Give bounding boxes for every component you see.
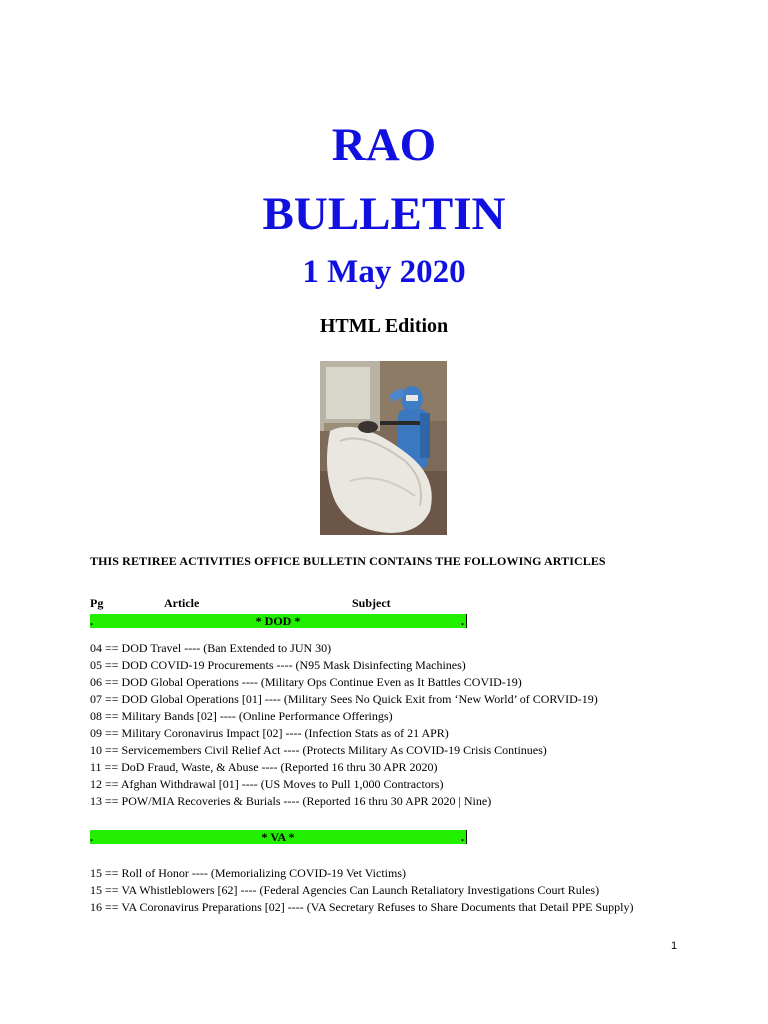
list-item[interactable]: 13 == POW/MIA Recoveries & Burials ---- (Reported 16 thru 30 APR 2020 | Nine) <box>90 794 492 808</box>
bulletin-title-bulletin: BULLETIN <box>262 188 506 240</box>
section-label-va: * VA * <box>261 830 295 844</box>
bulletin-date: 1 May 2020 <box>302 254 466 290</box>
list-item[interactable]: 06 == DOD Global Operations ---- (Military Ops Continue Even as It Battles COVID-19) <box>90 675 522 689</box>
list-item[interactable]: 04 == DOD Travel ---- (Ban Extended to JUN 30) <box>90 641 332 655</box>
cover-photo <box>320 361 447 535</box>
section-bar-dot-left: . <box>90 614 93 628</box>
page-number: 1 <box>671 940 678 952</box>
section-bar-dot-right: . <box>461 830 464 844</box>
section-label-dod: * DOD * <box>255 614 301 628</box>
list-item[interactable]: 08 == Military Bands [02] ---- (Online Performance Offerings) <box>90 709 393 723</box>
column-header-pg: Pg <box>90 596 104 610</box>
column-headers <box>90 596 470 611</box>
edition-label: HTML Edition <box>319 315 449 337</box>
list-item[interactable]: 09 == Military Coronavirus Impact [02] ---- (Infection Stats as of 21 APR) <box>90 726 449 740</box>
column-header-subject: Subject <box>352 596 391 610</box>
column-header-article: Article <box>164 596 200 610</box>
list-item[interactable]: 15 == VA Whistleblowers [62] ---- (Federal Agencies Can Launch Retaliatory Investigations Court Rules) <box>90 883 600 897</box>
section-header-va <box>90 830 467 844</box>
list-item[interactable]: 05 == DOD COVID-19 Procurements ---- (N95 Mask Disinfecting Machines) <box>90 658 466 672</box>
list-item[interactable]: 11 == DoD Fraud, Waste, & Abuse ---- (Reported 16 thru 30 APR 2020) <box>90 760 438 774</box>
section-bar-dot-left: . <box>90 830 93 844</box>
bulletin-title-rao: RAO <box>331 119 437 171</box>
article-list-va <box>90 865 633 916</box>
list-item[interactable]: 16 == VA Coronavirus Preparations [02] ---- (VA Secretary Refuses to Share Documents that Detail PPE Supply) <box>90 900 634 914</box>
section-header-dod <box>90 614 467 628</box>
list-item[interactable]: 10 == Servicemembers Civil Relief Act ---- (Protects Military As COVID-19 Crisis Continues) <box>90 743 547 757</box>
list-item[interactable]: 12 == Afghan Withdrawal [01] ---- (US Moves to Pull 1,000 Contractors) <box>90 777 444 791</box>
list-item[interactable]: 15 == Roll of Honor ---- (Memorializing COVID-19 Vet Victims) <box>90 866 406 880</box>
article-list-dod <box>90 640 598 810</box>
list-item[interactable]: 07 == DOD Global Operations [01] ---- (Military Sees No Quick Exit from ‘New World’ of CORVID-19) <box>90 692 598 706</box>
section-bar-dot-right: . <box>461 614 464 628</box>
contents-heading: THIS RETIREE ACTIVITIES OFFICE BULLETIN CONTAINS THE FOLLOWING ARTICLES <box>90 554 606 568</box>
